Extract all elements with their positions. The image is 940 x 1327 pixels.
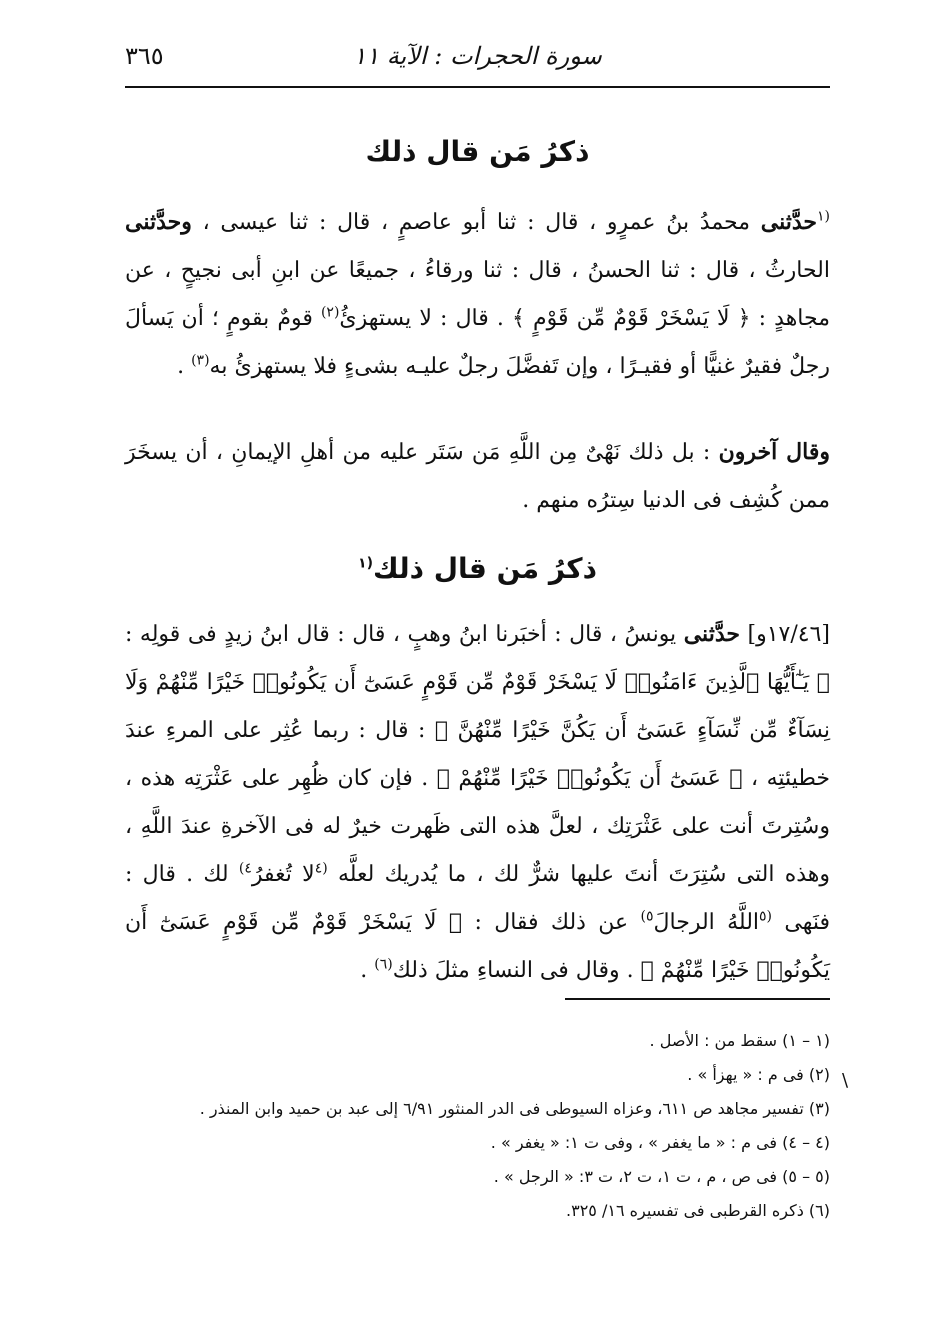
section-heading-2 bbox=[125, 552, 830, 585]
footnote-ref: (١ bbox=[358, 555, 373, 572]
paragraph-text: . bbox=[177, 354, 192, 379]
footnote-ref: (٦) bbox=[374, 956, 393, 973]
footnote: (٦) ذكره القرطبى فى تفسيره ١٦/ ٣٢٥. bbox=[566, 1201, 830, 1220]
page-number: ٣٦٥ bbox=[125, 42, 164, 70]
footnote-ref: (٣) bbox=[191, 352, 210, 369]
paragraph-text: . bbox=[360, 958, 375, 983]
section-heading-text: ذكرُ مَن قال ذلك bbox=[365, 135, 590, 168]
footnote: (٢) فى م : « يهزأ » . bbox=[687, 1065, 830, 1084]
paragraph-3 bbox=[125, 610, 830, 995]
paragraph-text: لا تُغفرُ bbox=[251, 862, 315, 887]
paragraph-text: يونسُ ، قال : أخبَرنا ابنُ وهبٍ ، قال : قال ابنُ زيدٍ فى قولِه : ﴿ يَـٰٓأَيُّهَا ٱلَّذِينَ ءَامَنُوا۟ لَا يَسْخَرْ قَوْمٌ مِّن قَوْمٍ عَسَىٰٓ أَن يَكُونُوا۟ خَيْرًا مِّنْهُمْ وَلَا نِسَآءٌ مِّن نِّسَآءٍ عَسَىٰٓ أَن يَكُنَّ خَيْرًا مِّنْهُنَّ ﴾ : قال : ربما عُثِر على المرءِ عندَ خطيئتِه ، ﴿ عَسَىٰٓ أَن يَكُونُوا۟ خَيْرًا مِّنْهُمْ ﴾ . فإن كان ظُهِر على عَثْرَتِه هذه ، وسُتِرتَ أنت على عَثْرَتِك ، لعلَّ هذه التى ظَهرت خيرٌ له فى الآخرةِ عندَ اللَّهِ ، وهذه التى سُتِرَتَ أنتَ عليها شرٌّ لك ، ما يُدريك لعلَّه bbox=[125, 622, 830, 887]
header-rule bbox=[125, 86, 830, 88]
footnote-ref: ٥) bbox=[640, 908, 654, 925]
footnote: (٤ – ٤) فى م : « ما يغفر » ، وفى ت ١: « يغفر » . bbox=[490, 1133, 830, 1152]
paragraph-text: اللَّهُ الرجالَ bbox=[653, 910, 760, 935]
footnotes bbox=[125, 1024, 830, 1228]
footnote-ref: (٤ bbox=[314, 860, 328, 877]
footnote-marker: (١ bbox=[817, 208, 830, 225]
isnad-lead: حدَّثنى bbox=[760, 209, 817, 235]
paragraph-text: لك . قال : فنَهى bbox=[125, 862, 830, 935]
running-title: سورة الحجرات : الآية ١١ bbox=[353, 42, 602, 70]
page-header bbox=[125, 38, 830, 82]
paragraph-text: الحارثُ ، قال : ثنا الحسنُ ، قال : ثنا ورقاءُ ، جميعًا عن ابنِ أبى نجيحٍ ، عن مجاهدٍ : ﴿ لَا يَسْخَرْ قَوْمٌ مِّن قَوْمٍ ﴾ . قال : لا يستهزئُ bbox=[125, 258, 830, 331]
isnad-lead: وحدَّثنى bbox=[125, 209, 192, 235]
paragraph-1 bbox=[125, 198, 830, 391]
footnote: (٣) تفسير مجاهد ص ٦١١، وعزاه السيوطى فى الدر المنثور ٦/٩١ إلى عبد بن حميد وابن المنذر . bbox=[199, 1099, 830, 1118]
opinion-lead: وقال آخرون bbox=[718, 439, 830, 465]
isnad-lead: حدَّثنى bbox=[683, 621, 740, 647]
paragraph-text: محمدُ بنُ عمرٍو ، قال : ثنا أبو عاصمٍ ، قال : ثنا عيسى ، bbox=[191, 210, 761, 235]
section-heading-1 bbox=[125, 135, 830, 168]
manuscript-folio-marker: [١٧/٤٦و] bbox=[747, 622, 830, 647]
footnote-ref: (٢) bbox=[320, 304, 340, 321]
paragraph-2 bbox=[125, 428, 830, 525]
footnote-ref: (٥ bbox=[759, 908, 773, 925]
footnote-ref: ٤) bbox=[238, 860, 252, 877]
paragraph-text: قومٌ بقومٍ ؛ أن يَسألَ رجلٌ فقيرٌ غنيًّا أو فقيـرًا ، وإن تَفضَّلَ رجلٌ عليـه بشىءٍ فلا يستهزئُ به bbox=[125, 306, 830, 379]
paragraph-text: : بل ذلك نَهْىٌ مِن اللَّهِ مَن سَتَر عليه من أهلِ الإيمانِ ، أن يسخَرَ ممن كُشِف فى الدنيا سِترُه منهم . bbox=[125, 440, 830, 513]
paragraph-text: عن ذلك فقال : ﴿ لَا يَسْخَرْ قَوْمٌ مِّن قَوْمٍ عَسَىٰٓ أَن يَكُونُوا۟ خَيْرًا مِّنْهُمْ ﴾ . وقال فى النساءِ مثلَ ذلك bbox=[125, 910, 830, 983]
footnote: (٥ – ٥) فى ص ، م ، ت ١، ت ٢، ت ٣: « الرجل » . bbox=[493, 1167, 830, 1186]
margin-mark: \ bbox=[842, 1070, 849, 1091]
footnote: (١ – ١) سقط من : الأصل . bbox=[649, 1031, 830, 1050]
footnote-rule bbox=[565, 998, 830, 1000]
section-heading-text: ذكرُ مَن قال ذلك bbox=[373, 552, 597, 585]
